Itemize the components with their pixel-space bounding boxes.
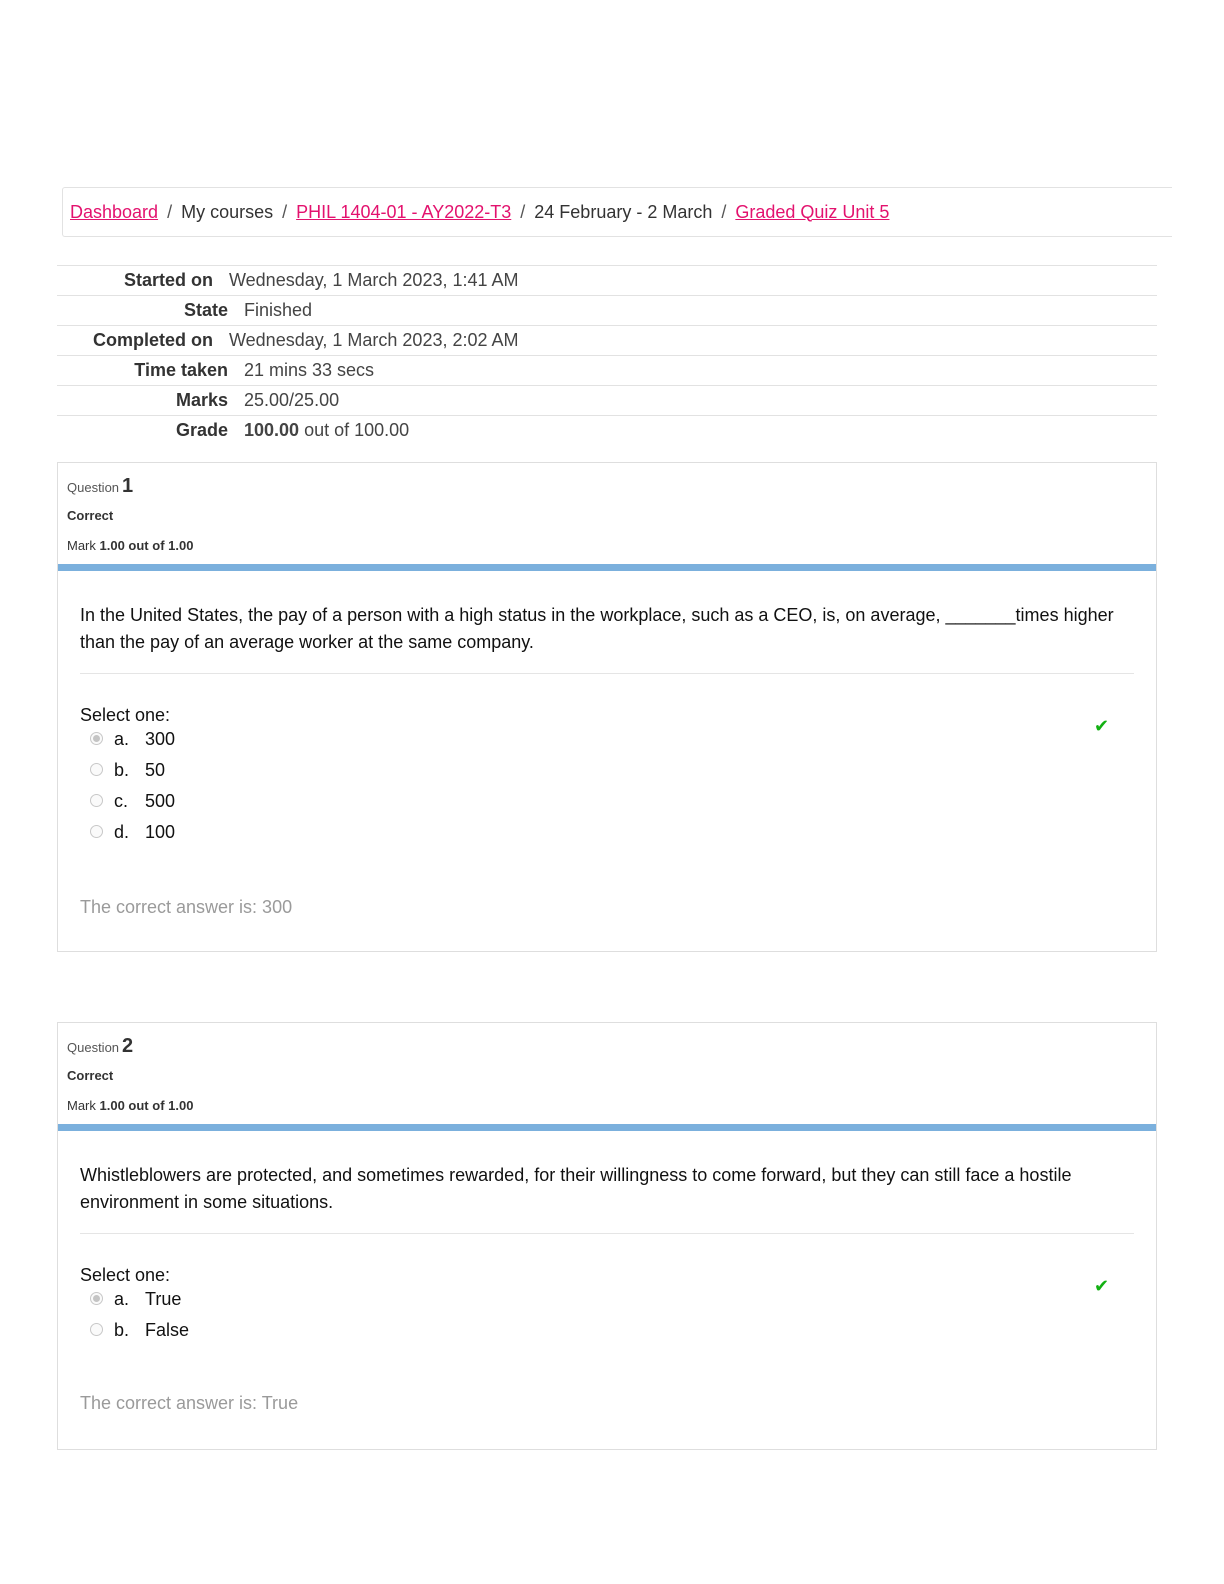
summary-value bbox=[244, 416, 409, 445]
question-state: Correct bbox=[67, 508, 114, 523]
option-text: False bbox=[145, 1320, 190, 1340]
question-text: In the United States, the pay of a person with a high status in the workplace, such as a CEO, is, on average, _______times higher than the pay of an average worker at the same company. bbox=[80, 571, 1134, 674]
option-letter: a. bbox=[114, 729, 130, 749]
correct-answer-feedback: The correct answer is: True bbox=[80, 1393, 299, 1413]
question-card bbox=[57, 462, 1157, 952]
summary-value: 25.00/25.00 bbox=[244, 390, 340, 410]
summary-value: Finished bbox=[244, 300, 313, 320]
grade-value: 100.00 bbox=[244, 420, 300, 440]
correct-answer-feedback: The correct answer is: 300 bbox=[80, 897, 293, 917]
option-letter: a. bbox=[114, 1289, 130, 1309]
option-text: 100 bbox=[145, 822, 176, 842]
summary-row-state bbox=[57, 296, 1157, 326]
breadcrumb-separator: / bbox=[520, 201, 526, 222]
radio-icon[interactable] bbox=[90, 763, 103, 776]
summary-row-marks bbox=[57, 386, 1157, 416]
summary-label: State bbox=[183, 300, 228, 320]
question-content bbox=[58, 571, 1156, 918]
option-text: 300 bbox=[145, 729, 176, 749]
breadcrumb-my-courses: My courses bbox=[181, 201, 274, 222]
answer-option-c[interactable] bbox=[80, 788, 1134, 819]
option-letter: d. bbox=[114, 822, 130, 842]
question-divider-bar bbox=[58, 564, 1156, 571]
question-prefix: Question bbox=[67, 1040, 120, 1055]
mark-value: 1.00 out of 1.00 bbox=[99, 1098, 194, 1113]
question-content bbox=[58, 1131, 1156, 1414]
answer-option-a[interactable] bbox=[80, 716, 1134, 757]
check-icon: ✔ bbox=[1094, 1276, 1110, 1296]
breadcrumb-separator: / bbox=[721, 201, 727, 222]
radio-icon[interactable] bbox=[90, 1292, 103, 1305]
question-number bbox=[67, 1035, 133, 1058]
answer-option-b[interactable] bbox=[80, 757, 1134, 788]
question-mark bbox=[67, 538, 193, 553]
radio-icon[interactable] bbox=[90, 1323, 103, 1336]
option-letter: c. bbox=[114, 791, 129, 811]
mark-value: 1.00 out of 1.00 bbox=[99, 538, 194, 553]
question-divider-bar bbox=[58, 1124, 1156, 1131]
breadcrumb-separator: / bbox=[282, 201, 288, 222]
breadcrumb-course-link[interactable]: PHIL 1404-01 - AY2022-T3 bbox=[296, 201, 512, 222]
breadcrumb bbox=[62, 187, 1172, 237]
summary-row-time-taken bbox=[57, 356, 1157, 386]
summary-value: 21 mins 33 secs bbox=[244, 360, 375, 380]
question-state: Correct bbox=[67, 1068, 114, 1083]
radio-icon[interactable] bbox=[90, 794, 103, 807]
summary-label: Marks bbox=[175, 390, 228, 410]
select-one-label: Select one: bbox=[80, 1265, 171, 1285]
radio-icon[interactable] bbox=[90, 825, 103, 838]
question-prefix: Question bbox=[67, 480, 120, 495]
option-text: True bbox=[145, 1289, 182, 1309]
question-mark bbox=[67, 1098, 193, 1113]
grade-out-of: out of 100.00 bbox=[304, 420, 410, 440]
question-info bbox=[58, 463, 1156, 564]
question-number bbox=[67, 475, 133, 498]
attempt-summary-table bbox=[57, 265, 1157, 448]
check-icon: ✔ bbox=[1094, 716, 1110, 736]
summary-label: Time taken bbox=[134, 360, 228, 380]
answer-option-b[interactable] bbox=[80, 1317, 1134, 1348]
option-letter: b. bbox=[114, 760, 130, 780]
summary-value: Wednesday, 1 March 2023, 1:41 AM bbox=[229, 270, 519, 290]
summary-label: Started on bbox=[123, 270, 213, 290]
radio-icon[interactable] bbox=[90, 732, 103, 745]
summary-label: Completed on bbox=[93, 330, 213, 350]
summary-value: Wednesday, 1 March 2023, 2:02 AM bbox=[229, 330, 519, 350]
summary-row-grade bbox=[57, 416, 1157, 448]
breadcrumb-quiz-link[interactable]: Graded Quiz Unit 5 bbox=[735, 201, 890, 222]
mark-prefix: Mark bbox=[67, 1098, 96, 1113]
question-text: Whistleblowers are protected, and sometimes rewarded, for their willingness to come forward, but they can still face a hostile environment in some situations. bbox=[80, 1131, 1134, 1234]
question-info bbox=[58, 1023, 1156, 1124]
select-one-label: Select one: bbox=[80, 705, 171, 725]
breadcrumb-dashboard-link[interactable]: Dashboard bbox=[70, 201, 159, 222]
answer-option-a[interactable] bbox=[80, 1276, 1134, 1317]
breadcrumb-week: 24 February - 2 March bbox=[534, 201, 713, 222]
question-card bbox=[57, 1022, 1157, 1450]
summary-row-completed-on bbox=[57, 326, 1157, 356]
option-letter: b. bbox=[114, 1320, 130, 1340]
mark-prefix: Mark bbox=[67, 538, 96, 553]
question-number-value: 1 bbox=[122, 475, 134, 497]
option-text: 500 bbox=[145, 791, 176, 811]
summary-row-started-on bbox=[57, 266, 1157, 296]
breadcrumb-separator: / bbox=[167, 201, 173, 222]
question-number-value: 2 bbox=[122, 1035, 134, 1057]
option-text: 50 bbox=[145, 760, 166, 780]
answer-option-d[interactable] bbox=[80, 819, 1134, 850]
summary-label: Grade bbox=[175, 420, 228, 440]
